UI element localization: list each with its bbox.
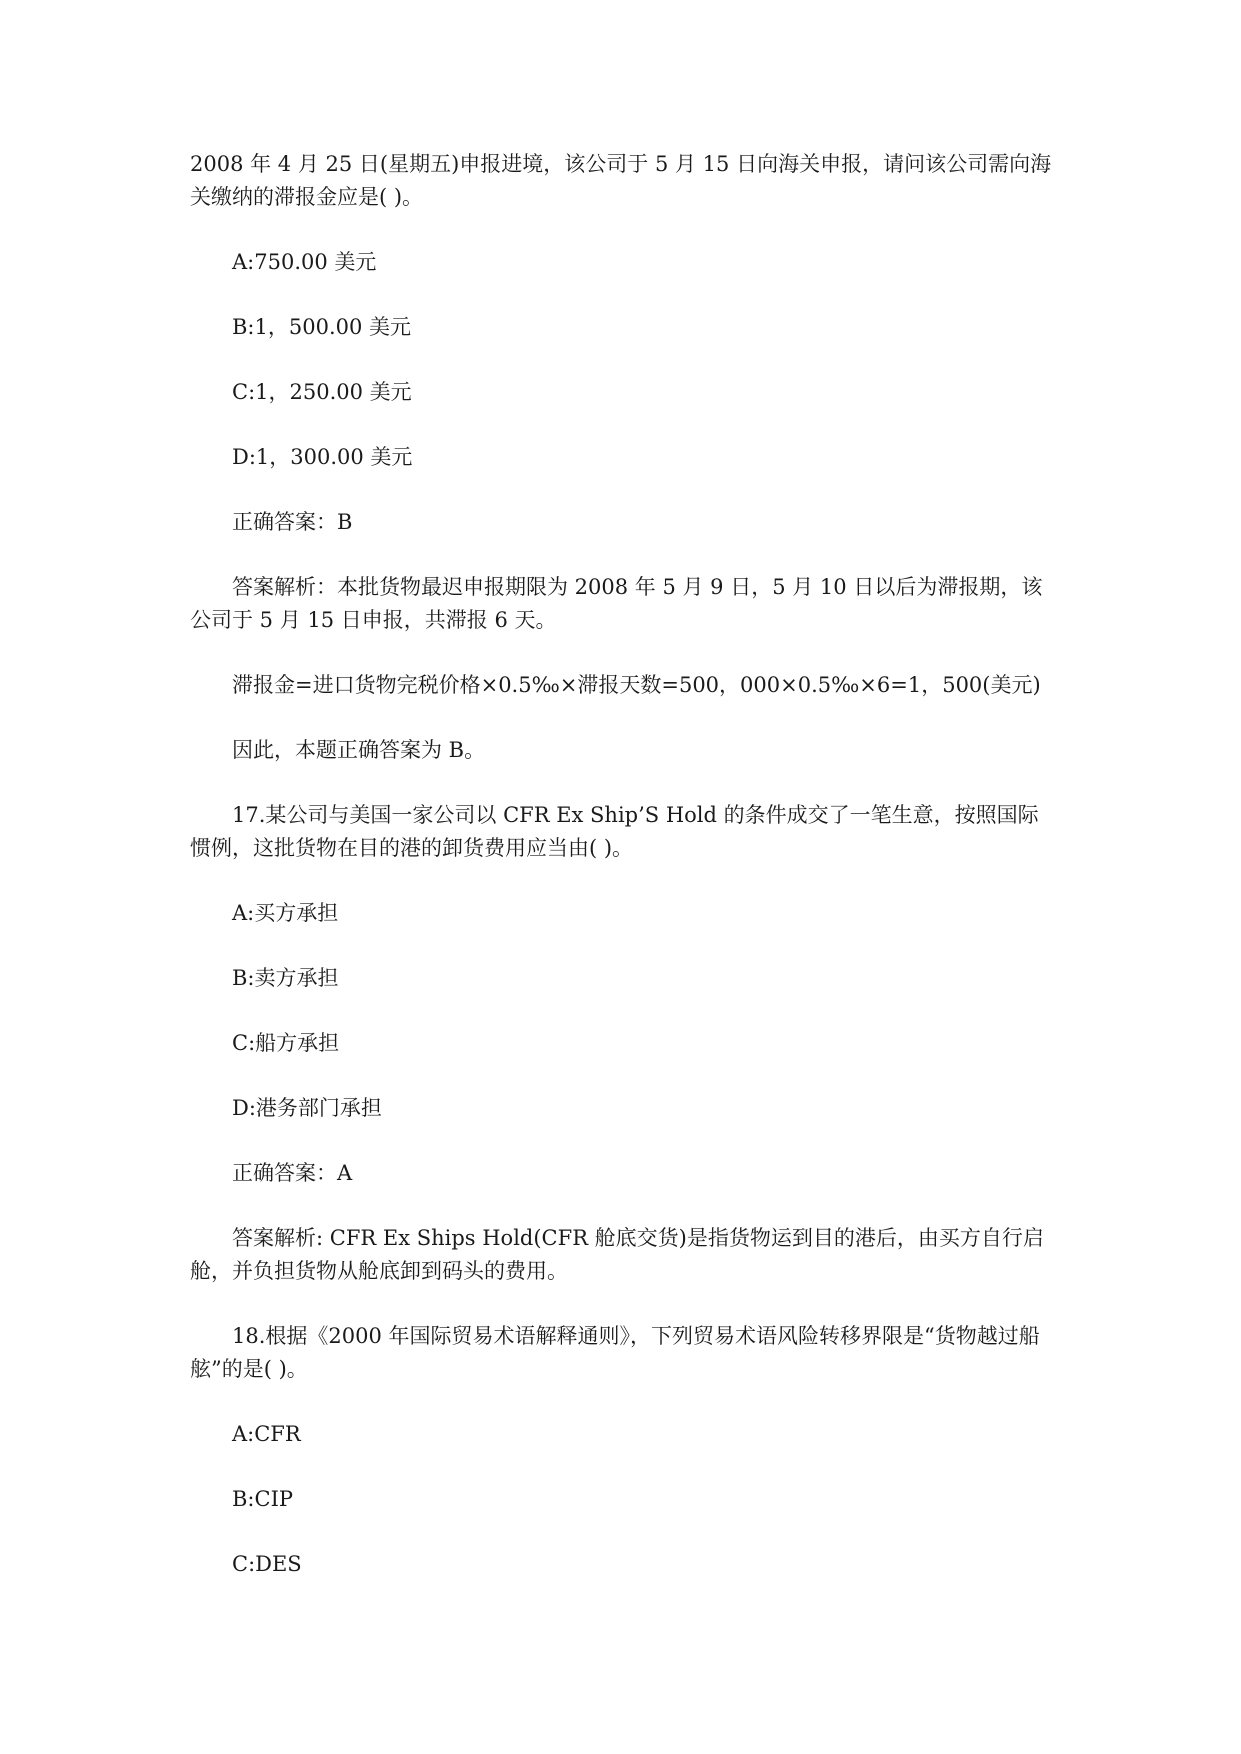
option-b: B:1，500.00 美元 [232,315,412,339]
option-c: C:船方承担 [232,1031,340,1055]
option-c: C:DES [232,1552,302,1576]
option-c: C:1，250.00 美元 [232,380,412,404]
option-b: B:卖方承担 [232,966,339,990]
option-a: A:750.00 美元 [232,250,377,274]
option-a: A:CFR [232,1422,301,1446]
option-d: D:1，300.00 美元 [232,445,413,469]
answer-explanation: 答案解析: CFR Ex Ships Hold(CFR 舱底交货)是指货物运到目的港后，由买方自行启舱，并负担货物从舱底卸到码头的费用。 [190,1226,1044,1283]
question-16-stem: 2008 年 4 月 25 日(星期五)申报进境，该公司于 5 月 15 日向海关申报，请问该公司需向海关缴纳的滞报金应是( )。 [190,152,1052,209]
correct-answer: 正确答案：A [232,1161,353,1185]
conclusion-line: 因此，本题正确答案为 B。 [232,738,486,762]
question-17-stem: 17.某公司与美国一家公司以 CFR Ex Ship’S Hold 的条件成交了一笔生意，按照国际惯例，这批货物在目的港的卸货费用应当由( )。 [190,803,1039,860]
option-d: D:港务部门承担 [232,1096,382,1120]
correct-answer: 正确答案：B [232,510,353,534]
document-body [190,148,1058,1581]
formula-line: 滞报金=进口货物完税价格×0.5‰×滞报天数=500，000×0.5‰×6=1，500(美元) [232,673,1041,697]
option-a: A:买方承担 [232,901,339,925]
question-18-stem: 18.根据《2000 年国际贸易术语解释通则》，下列贸易术语风险转移界限是“货物越过船舷”的是( )。 [190,1324,1040,1381]
option-b: B:CIP [232,1487,294,1511]
answer-explanation: 答案解析：本批货物最迟申报期限为 2008 年 5 月 9 日，5 月 10 日以后为滞报期，该公司于 5 月 15 日申报，共滞报 6 天。 [190,575,1043,632]
